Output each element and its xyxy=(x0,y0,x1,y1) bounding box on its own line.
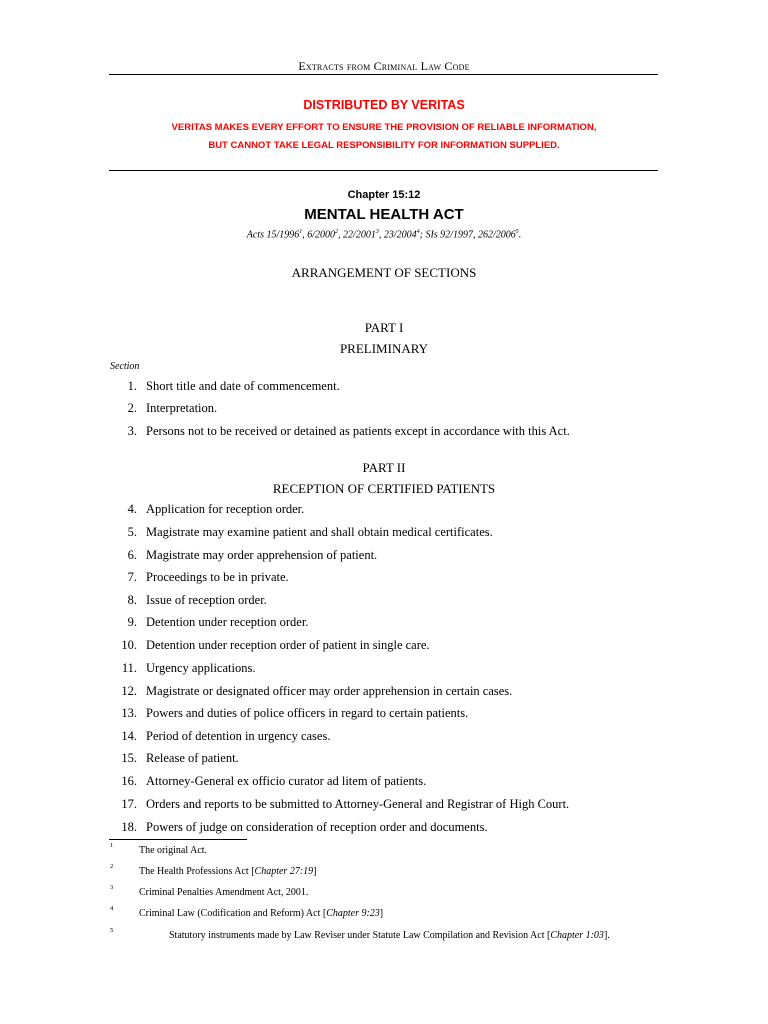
section-title: Period of detention in urgency cases. xyxy=(146,729,331,743)
part-1-heading: PRELIMINARY xyxy=(339,341,429,356)
footnote-number: 5 xyxy=(110,927,114,934)
section-number: 14. xyxy=(121,729,137,743)
section-number: 16. xyxy=(121,774,137,788)
section-number: 7. xyxy=(127,570,137,584)
footnote-number: 2 xyxy=(110,863,114,870)
footnote-text: The Health Professions Act [ xyxy=(139,866,255,877)
disclaimer-title: DISTRIBUTED BY VERITAS xyxy=(303,98,465,112)
disclaimer-line-1: VERITAS MAKES EVERY EFFORT TO ENSURE THE PROVISION OF RELIABLE INFORMATION, xyxy=(171,122,597,133)
header-rule xyxy=(109,74,658,75)
act-title: MENTAL HEALTH ACT xyxy=(304,206,464,223)
section-number: 15. xyxy=(121,751,137,765)
section-item-17 xyxy=(110,795,670,813)
arrangement-heading: ARRANGEMENT OF SECTIONS xyxy=(291,265,477,280)
section-title: Application for reception order. xyxy=(146,502,305,516)
acts-line xyxy=(0,229,768,240)
disclaimer-line-2: BUT CANNOT TAKE LEGAL RESPONSIBILITY FOR INFORMATION SUPPLIED. xyxy=(208,140,560,151)
section-title: Magistrate may order apprehension of patient. xyxy=(146,548,378,562)
section-column-label: Section xyxy=(110,361,140,372)
footnote-text: The original Act. xyxy=(139,845,208,856)
running-head-text: Extracts from Criminal Law Code xyxy=(298,59,470,73)
footnote-text: Criminal Law (Codification and Reform) Act [ xyxy=(139,908,327,919)
section-item-5 xyxy=(110,523,670,541)
section-number: 4. xyxy=(127,502,137,516)
section-item-14 xyxy=(110,727,670,745)
section-number: 6. xyxy=(127,548,137,562)
section-title: Interpretation. xyxy=(146,401,218,415)
section-title: Orders and reports to be submitted to Attorney-General and Registrar of High Court. xyxy=(146,797,570,811)
footnote-number: 3 xyxy=(110,884,114,891)
disclaimer-rule xyxy=(109,170,658,171)
section-item-3 xyxy=(110,422,670,440)
section-item-4 xyxy=(110,500,670,518)
footnote-end: ] xyxy=(313,866,317,877)
section-item-6 xyxy=(110,546,670,564)
section-item-7 xyxy=(110,568,670,586)
section-title: Urgency applications. xyxy=(146,661,256,675)
section-item-2 xyxy=(110,399,670,417)
section-number: 3. xyxy=(127,424,137,438)
footnote-text: Criminal Penalties Amendment Act, 2001. xyxy=(139,887,309,898)
section-number: 17. xyxy=(121,797,137,811)
section-item-8 xyxy=(110,591,670,609)
section-number: 2. xyxy=(127,401,137,415)
section-item-16 xyxy=(110,772,670,790)
section-title: Release of patient. xyxy=(146,751,239,765)
section-number: 18. xyxy=(121,820,137,834)
footnote-chapter-ref: Chapter 27:19 xyxy=(254,866,314,877)
section-title: Proceedings to be in private. xyxy=(146,570,289,584)
footnote-ref-5: 5 xyxy=(515,229,519,235)
section-item-13 xyxy=(110,704,670,722)
section-item-18 xyxy=(110,818,670,836)
part-1-label: PART I xyxy=(364,320,404,335)
section-title: Magistrate may examine patient and shall obtain medical certificates. xyxy=(146,525,493,539)
footnote-end: ] xyxy=(379,908,384,919)
section-item-15 xyxy=(110,749,670,767)
section-item-9 xyxy=(110,613,670,631)
section-number: 10. xyxy=(121,638,137,652)
section-title: Magistrate or designated officer may order apprehension in certain cases. xyxy=(146,684,513,698)
section-number: 8. xyxy=(127,593,137,607)
footnote-text-wrap xyxy=(139,908,383,919)
part-2-heading: RECEPTION OF CERTIFIED PATIENTS xyxy=(272,481,496,496)
acts-part-3: , 23/2004 xyxy=(378,229,417,241)
section-title: Detention under reception order of patient in single care. xyxy=(146,638,430,652)
footnote-chapter-ref: Chapter 9:23 xyxy=(326,908,380,919)
section-title: Issue of reception order. xyxy=(146,593,267,607)
section-item-11 xyxy=(110,659,670,677)
chapter-number: Chapter 15:12 xyxy=(347,189,421,201)
section-title: Short title and date of commencement. xyxy=(146,379,340,393)
section-number: 13. xyxy=(121,706,137,720)
acts-part-2: , 22/2001 xyxy=(338,229,376,241)
part-2-label: PART II xyxy=(362,460,406,475)
section-number: 9. xyxy=(127,615,137,629)
footnote-ref-4: 4 xyxy=(416,229,420,235)
acts-part-1: , 6/2000 xyxy=(302,229,336,241)
footnote-number: 4 xyxy=(110,905,114,912)
footnote-text: Statutory instruments made by Law Reviser under Statute Law Compilation and Revision Act [ xyxy=(169,930,551,941)
section-title: Powers and duties of police officers in regard to certain patients. xyxy=(146,706,469,720)
footnote-chapter-ref: Chapter 1:03 xyxy=(550,930,604,941)
footnote-ref-1: 1 xyxy=(299,229,303,235)
running-head xyxy=(0,59,768,74)
section-title: Powers of judge on consideration of reception order and documents. xyxy=(146,820,488,834)
section-number: 11. xyxy=(121,661,137,675)
acts-part-4: ; SIs 92/1997, 262/2006 xyxy=(419,229,516,241)
footnote-ref-2: 2 xyxy=(335,229,339,235)
section-title: Attorney-General ex officio curator ad litem of patients. xyxy=(146,774,427,788)
acts-end: . xyxy=(518,229,522,241)
section-item-10 xyxy=(110,636,670,654)
acts-prefix: Acts 15/1996 xyxy=(246,229,300,241)
section-number: 5. xyxy=(127,525,137,539)
footnote-end: ]. xyxy=(603,930,610,941)
section-item-12 xyxy=(110,682,670,700)
section-number: 1. xyxy=(127,379,137,393)
footnote-text-wrap xyxy=(139,866,317,877)
section-title: Detention under reception order. xyxy=(146,615,309,629)
footnote-number: 1 xyxy=(110,842,114,849)
footnote-separator xyxy=(109,839,247,840)
section-number: 12. xyxy=(121,684,137,698)
section-item-1 xyxy=(110,377,670,395)
footnote-text-wrap xyxy=(139,930,658,942)
footnote-ref-3: 3 xyxy=(375,229,379,235)
section-title: Persons not to be received or detained as patients except in accordance with this Act. xyxy=(146,424,570,438)
